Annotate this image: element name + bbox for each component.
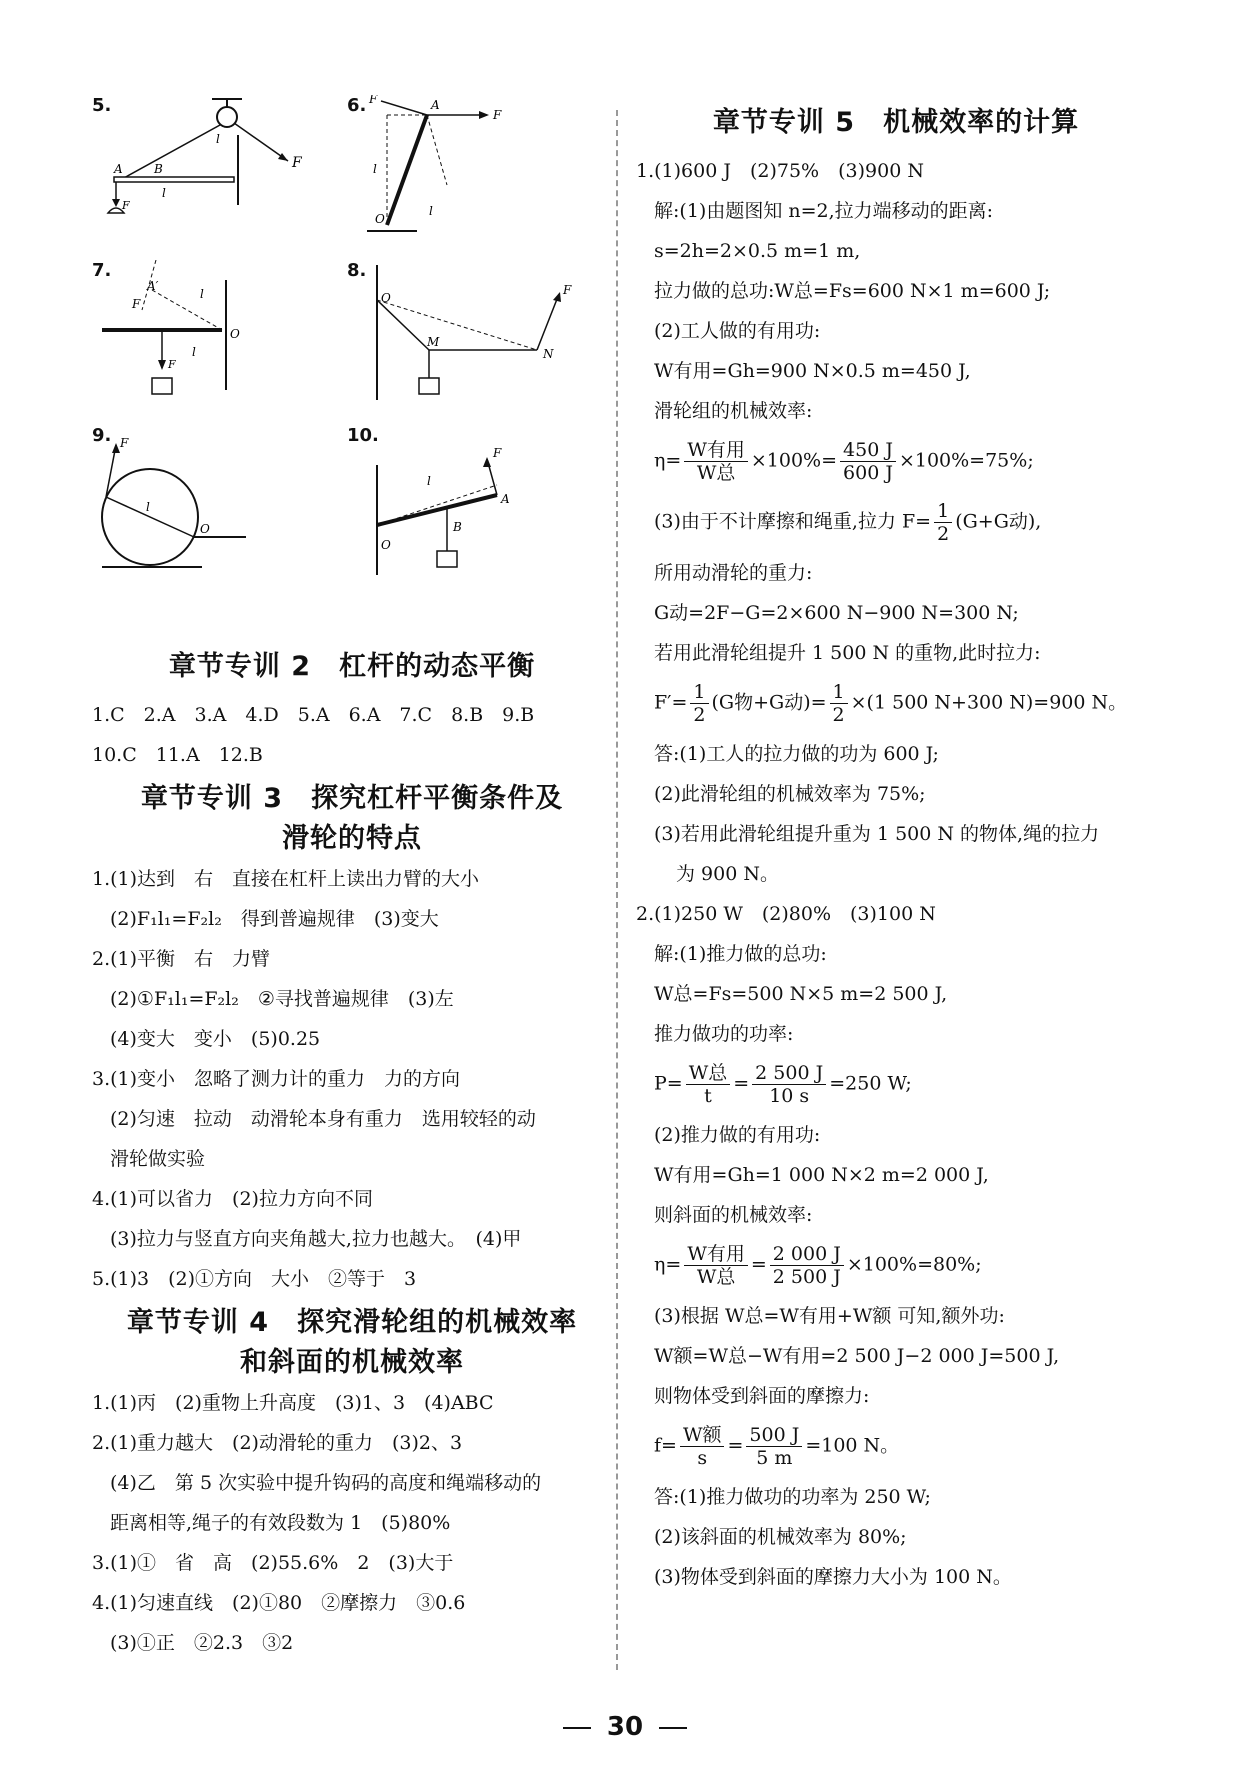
s3-q3-line-3: 滑轮做实验 [110,1148,206,1170]
s3-q4-line-2: (3)拉力与竖直方向夹角越大,拉力也越大。 (4)甲 [110,1228,522,1250]
svg-text:F: F [493,108,502,122]
numerator: 1 [934,500,952,523]
formula-text: F′= [654,691,688,714]
svg-text:l: l [216,132,220,146]
page-number: 30 [606,1712,644,1742]
fraction [690,681,708,726]
p2-friction-formula [636,1416,1156,1477]
svg-text:N: N [543,347,554,361]
numerator: W额 [680,1424,725,1447]
formula-text: =100 N。 [805,1434,900,1457]
p2-line-3: 推力做功的功率: [654,1023,794,1045]
formula-text: (G+G动), [955,510,1042,533]
fraction [684,439,748,484]
formula-text: = [727,1434,744,1457]
s3-q1-line-1: 1.(1)达到 右 直接在杠杆上读出力臂的大小 [92,868,480,890]
p2-answer-2: (2)该斜面的机械效率为 80%; [654,1526,907,1548]
p2-answer: 2.(1)250 W (2)80% (3)100 N [636,903,936,925]
svg-text:l: l [429,204,433,218]
figure-5 [92,95,342,255]
formula-text: η= [654,1253,682,1276]
denominator: W总 [696,462,736,484]
formula-text: = [733,1072,750,1095]
svg-text:F: F [493,446,502,460]
p1-answer-3: (3)若用此滑轮组提升重为 1 500 N 的物体,绳的拉力 [654,823,1100,845]
svg-text:l: l [192,345,196,359]
p1-line-3: 拉力做的总功:W总=Fs=600 N×1 m=600 J; [654,280,1051,302]
denominator: 600 J [843,462,893,484]
section-4-title-line-2: 和斜面的机械效率 [240,1347,464,1378]
figure-8-diagram [347,260,597,420]
svg-text:l: l [146,500,150,514]
figure-5-diagram [92,95,342,255]
figure-number: 9. [92,425,112,446]
numerator: W有用 [684,1243,748,1266]
figure-10-diagram [347,425,597,585]
svg-text:A: A [431,98,440,112]
svg-text:F: F [292,155,302,171]
s4-q3-line: 3.(1)① 省 高 (2)55.6% 2 (3)大于 [92,1552,454,1574]
formula-text: =250 W; [829,1072,912,1095]
svg-text:A: A [501,492,510,506]
svg-text:F: F [122,199,130,212]
svg-text:B: B [453,520,462,534]
svg-text:B: B [154,162,163,176]
svg-text:l: l [162,186,166,200]
p1-answer: 1.(1)600 J (2)75% (3)900 N [636,160,924,182]
figure-7 [92,260,342,420]
formula-text: ×100%=75%; [898,449,1034,472]
numerator: 2 500 J [752,1062,826,1085]
p1-answer-2: (2)此滑轮组的机械效率为 75%; [654,783,926,805]
section-4-title-line-1: 章节专训 4 探究滑轮组的机械效率 [126,1307,578,1338]
numerator: 500 J [746,1424,802,1447]
numerator: 1 [830,681,848,704]
denominator: 2 500 J [772,1266,841,1288]
figure-number: 5. [92,95,112,116]
s3-q5-line: 5.(1)3 (2)①方向 大小 ②等于 3 [92,1268,417,1290]
formula-text: ×100%=80%; [846,1253,982,1276]
s4-q1-line: 1.(1)丙 (2)重物上升高度 (3)1、3 (4)ABC [92,1392,494,1414]
column-divider [616,110,618,1670]
svg-text:O: O [200,522,210,536]
p1-answer-1: 答:(1)工人的拉力做的功为 600 J; [654,743,939,765]
s3-q3-line-1: 3.(1)变小 忽略了测力计的重力 力的方向 [92,1068,461,1090]
numerator: 450 J [840,439,896,462]
svg-text:l: l [373,162,377,176]
svg-text:F: F [132,297,141,311]
p1-line-9: G动=2F−G=2×600 N−900 N=300 N; [654,602,1019,624]
denominator: s [697,1447,708,1469]
s4-q2-line-3: 距离相等,绳子的有效段数为 1 (5)80% [110,1512,451,1534]
denominator: 10 s [769,1085,810,1107]
formula-text: ×100%= [750,449,838,472]
p1-line-2: s=2h=2×0.5 m=1 m, [654,240,861,262]
s3-q2-line-1: 2.(1)平衡 右 力臂 [92,948,271,970]
p1-line-6: 滑轮组的机械效率: [654,400,813,422]
page-footer [0,1712,1250,1742]
p1-line-10: 若用此滑轮组提升 1 500 N 的重物,此时拉力: [654,642,1041,664]
figure-9 [92,425,342,585]
s3-q2-line-3: (4)变大 变小 (5)0.25 [110,1028,321,1050]
section-3-title-line-2: 滑轮的特点 [282,823,422,854]
p2-efficiency-formula [636,1235,1156,1296]
p1-answer-4: 为 900 N。 [676,863,779,885]
figure-number: 10. [347,425,379,446]
p1-force-formula [636,673,1156,734]
figure-7-diagram [92,260,342,420]
fraction [934,500,952,545]
s3-q1-line-2: (2)F₁l₁=F₂l₂ 得到普遍规律 (3)变大 [110,908,439,930]
p2-line-7: (3)根据 W总=W有用+W额 可知,额外功: [654,1305,1005,1327]
left-column [92,95,612,1663]
p2-line-2: W总=Fs=500 N×5 m=2 500 J, [654,983,948,1005]
formula-text: f= [654,1434,677,1457]
denominator: 2 [937,523,950,545]
p1-efficiency-formula [636,431,1156,492]
fraction [840,439,896,484]
denominator: t [704,1085,712,1107]
s2-answers-line-1: 1.C 2.A 3.A 4.D 5.A 6.A 7.C 8.B 9.B [92,704,535,726]
numerator: W总 [686,1062,731,1085]
svg-text:O: O [381,538,391,552]
section-3-title-line-1: 章节专训 3 探究杠杆平衡条件及 [140,783,564,814]
p1-line-7 [636,492,1156,553]
figure-number: 8. [347,260,367,281]
p2-answer-1: 答:(1)推力做功的功率为 250 W; [654,1486,931,1508]
figure-8 [347,260,597,420]
p2-answer-3: (3)物体受到斜面的摩擦力大小为 100 N。 [654,1566,1012,1588]
figure-number: 6. [347,95,367,116]
numerator: 2 000 J [770,1243,844,1266]
p2-power-formula [636,1054,1156,1115]
svg-text:A′: A′ [147,279,159,293]
fraction [752,1062,826,1107]
fraction [746,1424,802,1469]
figure-grid [92,95,612,655]
fraction [830,681,848,726]
svg-text:M: M [427,335,440,349]
svg-text:O: O [230,327,240,341]
figure-6 [347,95,597,255]
fraction [680,1424,725,1469]
figure-number: 7. [92,260,112,281]
figure-9-diagram [92,425,342,585]
s2-answers-line-2: 10.C 11.A 12.B [92,744,263,766]
s4-q2-line-1: 2.(1)重力越大 (2)动滑轮的重力 (3)2、3 [92,1432,463,1454]
svg-text:l: l [427,474,431,488]
s4-q2-line-2: (4)乙 第 5 次实验中提升钩码的高度和绳端移动的 [110,1472,542,1494]
p2-line-5: W有用=Gh=1 000 N×2 m=2 000 J, [654,1164,989,1186]
s3-q3-line-2: (2)匀速 拉动 动滑轮本身有重力 选用较轻的动 [110,1108,536,1130]
p2-line-4: (2)推力做的有用功: [654,1124,821,1146]
fraction [684,1243,748,1288]
section-2-title: 章节专训 2 杠杆的动态平衡 [168,651,536,682]
svg-text:F: F [369,95,378,106]
right-column [636,95,1156,1597]
svg-text:O: O [381,291,391,305]
s4-q4-line-2: (3)①正 ②2.3 ③2 [110,1632,294,1654]
svg-text:F: F [120,436,129,450]
numerator: W有用 [684,439,748,462]
svg-text:F: F [168,358,176,371]
svg-text:l: l [200,287,204,301]
denominator: 2 [832,704,845,726]
footer-dash [563,1727,591,1729]
denominator: 2 [693,704,706,726]
denominator: 5 m [756,1447,793,1469]
svg-text:A: A [114,162,123,176]
footer-dash [659,1727,687,1729]
svg-text:O: O [375,212,385,226]
s4-q4-line-1: 4.(1)匀速直线 (2)①80 ②摩擦力 ③0.6 [92,1592,466,1614]
s3-q2-line-2: (2)①F₁l₁=F₂l₂ ②寻找普遍规律 (3)左 [110,988,454,1010]
p2-line-1: 解:(1)推力做的总功: [654,943,827,965]
s3-q4-line-1: 4.(1)可以省力 (2)拉力方向不同 [92,1188,373,1210]
section-5-title: 章节专训 5 机械效率的计算 [712,107,1080,138]
svg-text:F: F [563,283,572,297]
p1-line-5: W有用=Gh=900 N×0.5 m=450 J, [654,360,971,382]
p2-line-9: 则物体受到斜面的摩擦力: [654,1385,870,1407]
fraction [686,1062,731,1107]
denominator: W总 [696,1266,736,1288]
p1-line-4: (2)工人做的有用功: [654,320,821,342]
figure-6-diagram [347,95,597,255]
p1-line-1: 解:(1)由题图知 n=2,拉力端移动的距离: [654,200,994,222]
p2-line-8: W额=W总−W有用=2 500 J−2 000 J=500 J, [654,1345,1060,1367]
p2-line-6: 则斜面的机械效率: [654,1204,813,1226]
formula-text: (G物+G动)= [711,691,827,714]
figure-10 [347,425,597,585]
formula-text: η= [654,449,682,472]
formula-text: (3)由于不计摩擦和绳重,拉力 F= [654,510,932,533]
formula-text: ×(1 500 N+300 N)=900 N。 [850,691,1128,714]
numerator: 1 [690,681,708,704]
formula-text: P= [654,1072,683,1095]
p1-line-8: 所用动滑轮的重力: [654,562,813,584]
fraction [770,1243,844,1288]
formula-text: = [750,1253,767,1276]
